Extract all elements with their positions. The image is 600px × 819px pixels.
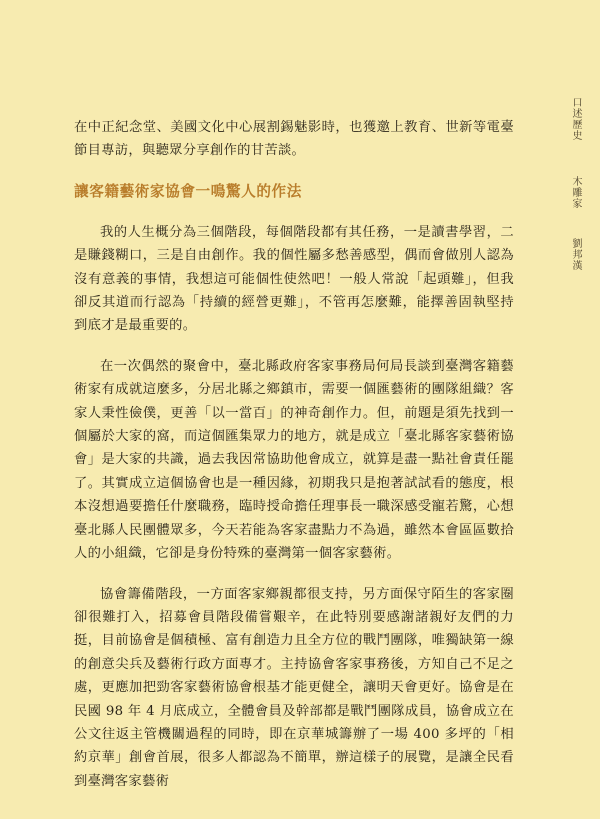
spacer [74,204,514,221]
body-paragraph-3: 協會籌備階段，一方面客家鄉親都很支持，另方面保守陌生的客家圈卻很難打入，招募會員階段備嘗艱辛，在此特別要感謝諸親好友們的力挺，目前協會是個積極、富有創造力且全方位的戰鬥團隊，唯獨缺第一線的創意尖兵及藝術行政方面專才。主持協會客家事務後，方知自己不足之處，更應加把勁客家藝術協會根基才能更健全，讓明天會更好。協會是在民國 98 年 4 月底成立，全體會員及幹部都是戰鬥團隊成員，協會成立在公文往返主管機關過程的同時，即在京華城籌辦了一場 400 多坪的「相約京華」創會首展，很多人都認為不簡單，辦這樣子的展覽，是讓全民看到臺灣客家藝術 [74,586,514,789]
spacer [74,163,514,180]
spacer [74,338,514,355]
main-content [74,116,514,793]
side-label-person: 劉邦漢 [570,238,581,271]
section-heading: 讓客籍藝術家協會一鳴驚人的作法 [74,182,302,200]
body-paragraph-2: 在一次偶然的聚會中，臺北縣政府客家事務局何局長談到臺灣客籍藝術家有成就這麼多，分居北縣之鄉鎮市，需要一個匯藝術的團隊組織？客家人秉性儉僕，更善「以一當百」的神奇創作力。但，前題是須先找到一個屬於大家的窩，而這個匯集眾力的地方，就是成立「臺北縣客家藝術協會」是大家的共識，過去我因常協助他會成立，就算是盡一點社會責任罷了。其實成立這個協會也是一種因緣，初期我只是抱著試試看的態度，根本沒想過要擔任什麼職務，臨時授命擔任理事長一職深感受寵若驚，心想臺北縣人民團體眾多，今天若能為客家盡點力不為過，雖然本會區區數拾人的小組織，它卻是身份特殊的臺灣第一個客家藝術。 [74,358,514,562]
body-paragraph-1: 我的人生概分為三個階段，每個階段都有其任務，一是讀書學習，二是賺錢糊口，三是自由創作。我的個性屬多愁善感型，偶而會做別人認為沒有意義的事情，我想這可能個性使然吧！一般人常說「起頭難」，但我卻反其道而行認為「持續的經營更難」，不管再怎麼難，能擇善固執堅持到底才是最重要的。 [74,224,514,334]
side-label-subject: 木雕家 [570,176,581,209]
intro-paragraph: 在中正紀念堂、美國文化中心展割錫魅影時，也獲邀上教育、世新等電臺節目專訪，與聽眾分享創作的甘苦談。 [74,120,514,159]
side-label-series: 口述歷史 [570,97,581,141]
spacer [74,566,514,583]
